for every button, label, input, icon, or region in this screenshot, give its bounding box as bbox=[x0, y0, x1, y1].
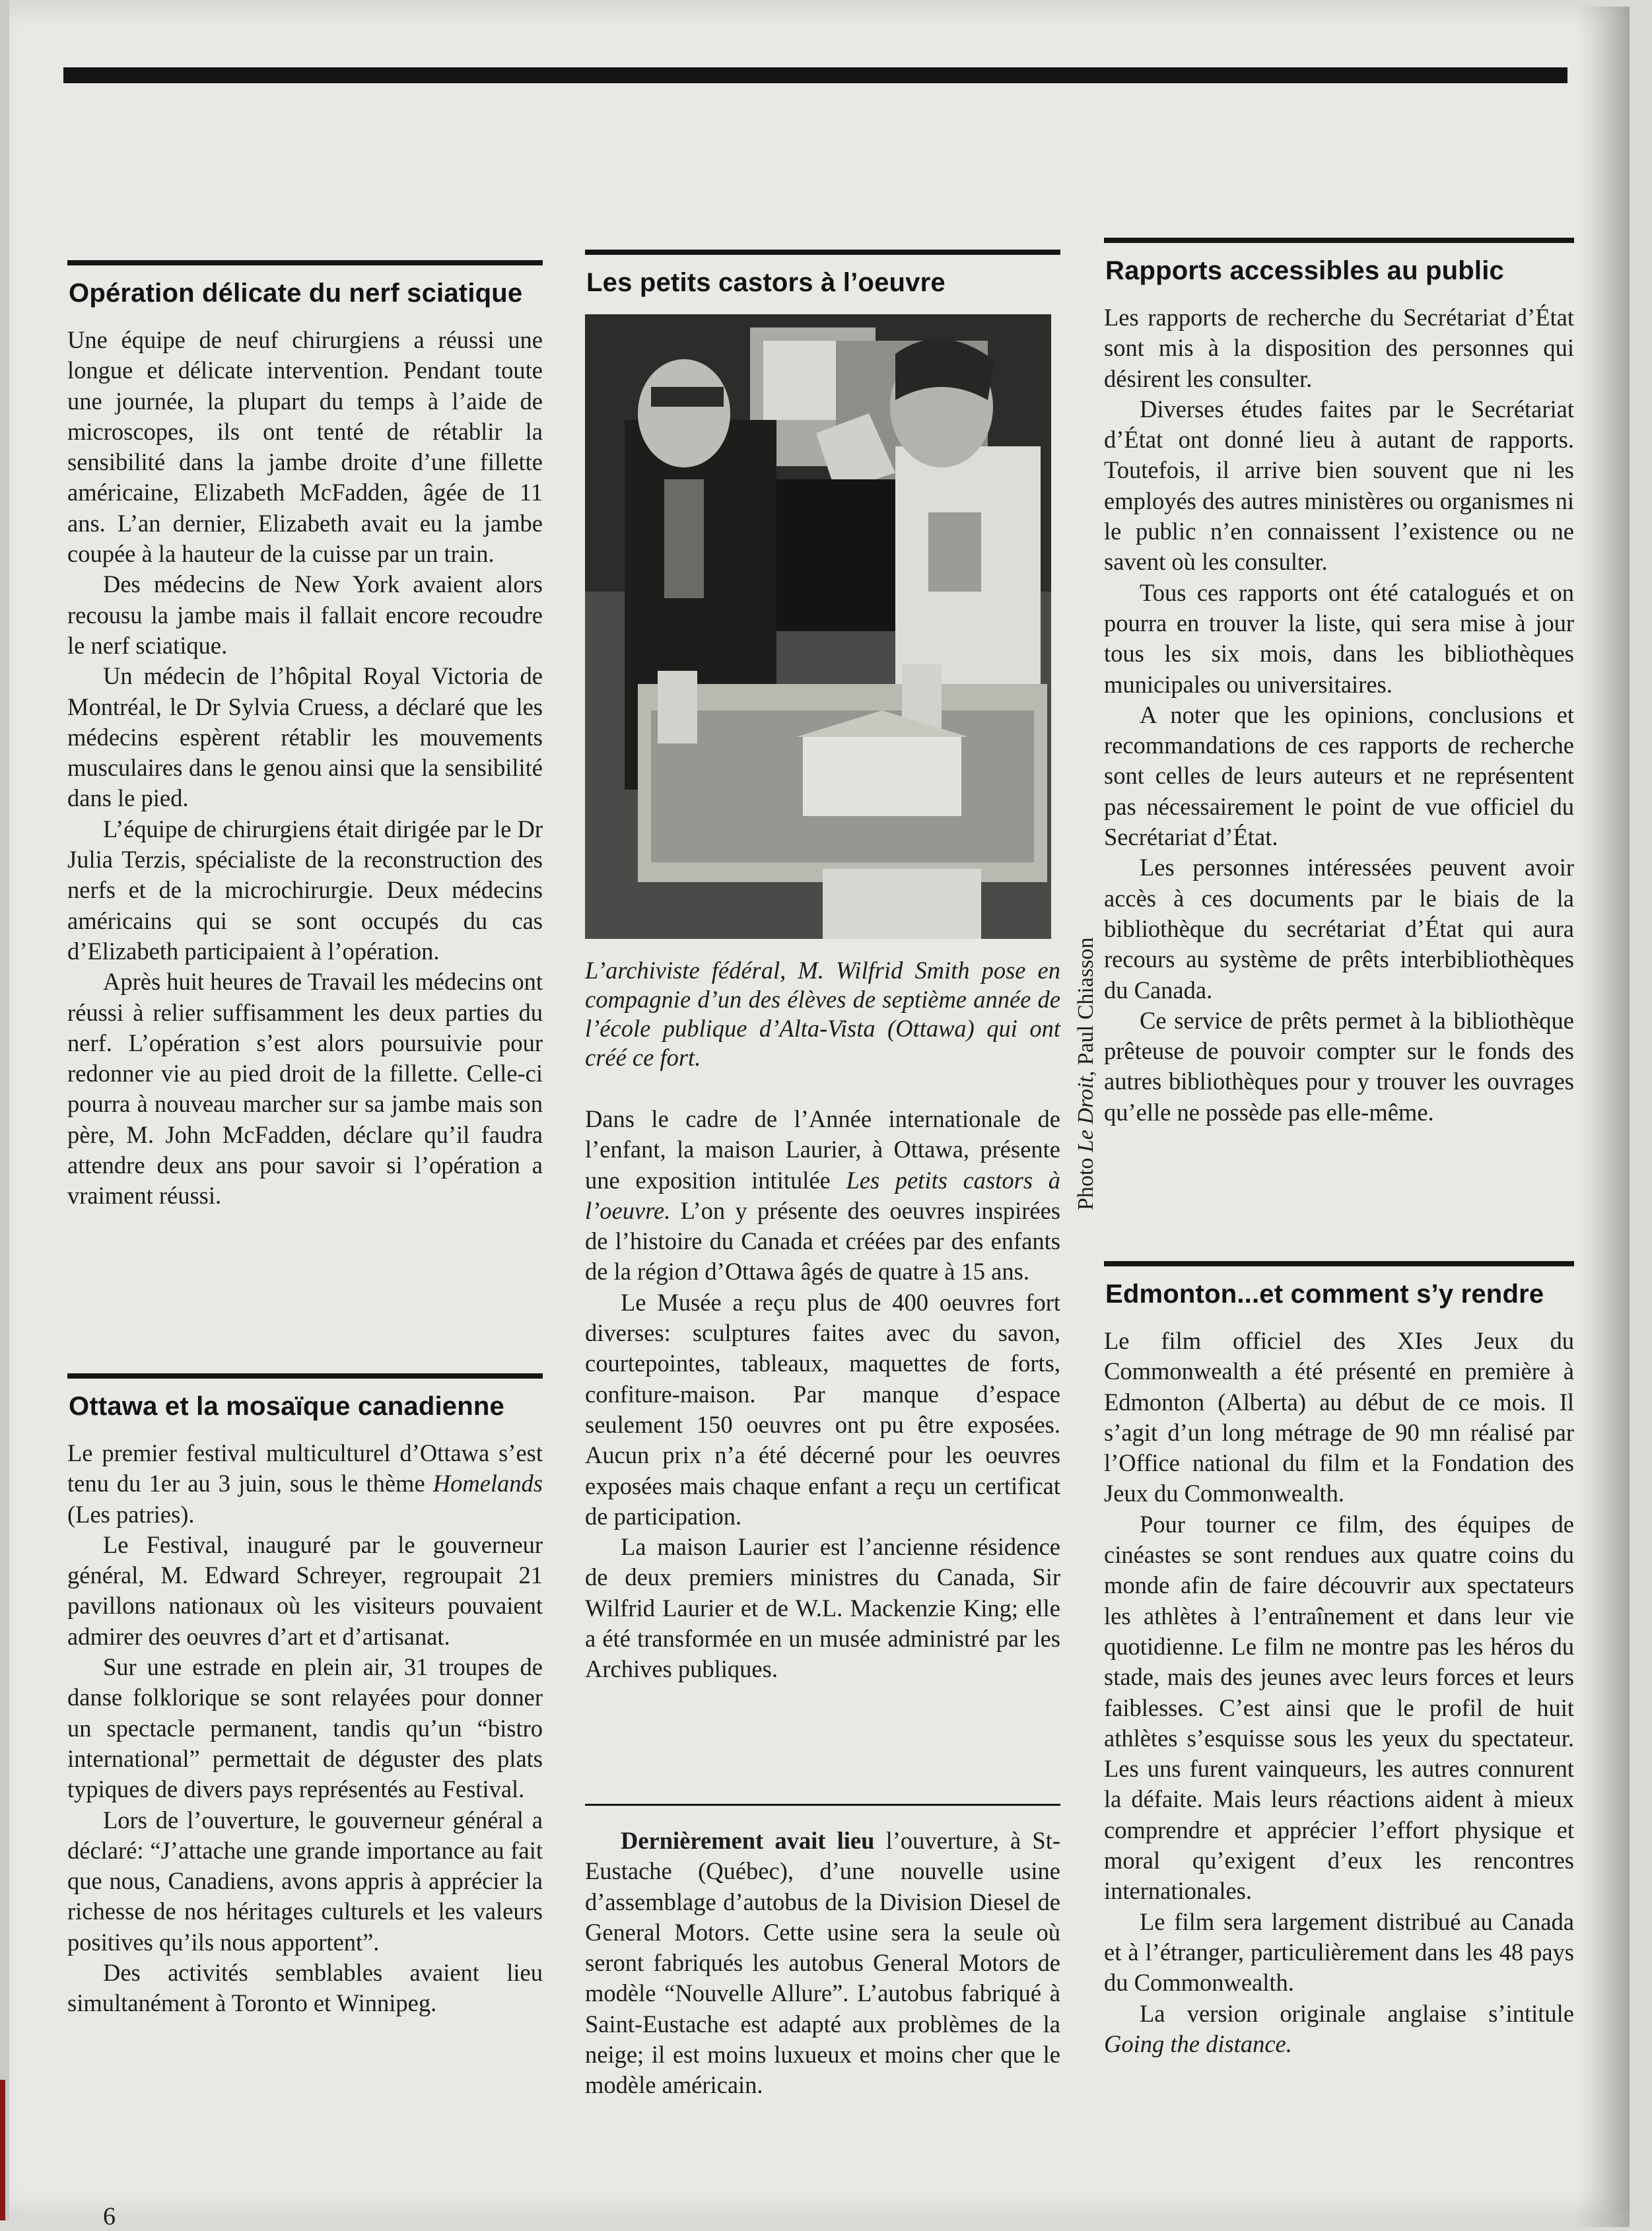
article-rule bbox=[67, 260, 543, 265]
article-autobus bbox=[585, 1804, 1060, 2101]
paragraph: La version originale anglaise s’intitule Going the distance. bbox=[1104, 1999, 1574, 2057]
paragraph: Sur une estrade en plein air, 31 troupes de danse folklorique se sont relayées pour donner un spectacle permanent, tandis qu’un “bistro international” permettait de déguster des plats typiques de divers pays représentés au Festival. bbox=[67, 1653, 543, 1803]
document-page bbox=[9, 7, 1630, 2230]
paragraph: Diverses études faites par le Secrétariat d’État ont donné lieu à autant de rapports. Toutefois, il arrive bien souvent que ni les employés des autres ministères ou organismes ni le public n’en connaissent l’existence ou ne savent où les consulter. bbox=[1104, 395, 1574, 576]
article-title: Rapports accessibles au public bbox=[1105, 256, 1504, 285]
top-rule bbox=[63, 67, 1567, 83]
paragraph: Un médecin de l’hôpital Royal Victoria de Montréal, le Dr Sylvia Cruess, a déclaré que les médecins espèrent rétablir les mouvements musculaires dans le genou ainsi que la sensibilité dans le pied. bbox=[67, 662, 543, 812]
article-body bbox=[1104, 1326, 1574, 2059]
paragraph: Dernièrement avait lieu l’ouverture, à St-Eustache (Québec), d’une nouvelle usine d’assemblage d’autobus de la Division Diesel de General Motors. Cette usine sera la seule où seront fabriqués les autobus General Motors de modèle “Nouvelle Allure”. L’autobus fabriqué à Saint-Eustache est adapté aux problèmes de la neige; il est moins luxueux et moins cher que le modèle américain. bbox=[585, 1827, 1060, 2099]
paragraph: L’équipe de chirurgiens était dirigée par le Dr Julia Terzis, spécialiste de la reconstruction des nerfs et de la microchirurgie. Deux médecins américains qui se sont occupés du cas d’Elizabeth participaient à l’opération. bbox=[67, 815, 543, 965]
article-title: Les petits castors à l’oeuvre bbox=[586, 268, 946, 297]
paragraph: La maison Laurier est l’ancienne résidence de deux premiers ministres du Canada, Sir Wilfrid Laurier et de W.L. Mackenzie King; elle a été transformée en un musée administré par les Archives publiques. bbox=[585, 1533, 1060, 1683]
paragraph: Les personnes intéressées peuvent avoir accès à ces documents par le biais de la bibliothèque du secrétariat d’État qui aura recours au système de prêts interbibliothèques du Canada. bbox=[1104, 854, 1574, 1004]
paragraph: Le premier festival multiculturel d’Ottawa s’est tenu du 1er au 3 juin, sous le thème Homelands (Les patries). bbox=[67, 1439, 543, 1528]
paragraph: Les rapports de recherche du Secrétariat d’État sont mis à la disposition des personnes qui désirent les consulter. bbox=[1104, 304, 1574, 392]
article-rapports bbox=[1104, 238, 1574, 1128]
photo-caption: L’archiviste fédéral, M. Wilfrid Smith pose en compagnie d’un des élèves de septième année de l’école publique d’Alta-Vista (Ottawa) qui ont créé ce fort. bbox=[585, 957, 1060, 1071]
page-number: 6 bbox=[103, 2203, 116, 2230]
paragraph: Tous ces rapports ont été catalogués et on pourra en trouver la liste, qui sera mise à jour tous les six mois, dans les bibliothèques municipales ou universitaires. bbox=[1104, 578, 1574, 698]
article-castors bbox=[585, 250, 1098, 1685]
article-edmonton bbox=[1104, 1261, 1574, 2059]
paragraph: Pour tourner ce film, des équipes de cinéastes se sont rendues aux quatre coins du monde afin de faire découvrir aux spectateurs les athlètes à l’entraînement et dans leur vie quotidienne. Le film ne montre pas les héros du stade, mais des jeunes avec leurs forces et leurs faiblesses. C’est ainsi que le profil de huit athlètes s’esquisse sous les yeux du spectateur. Les uns furent vainqueurs, les autres connurent la défaite. Mais leurs réactions aident à mieux comprendre et apprécier l’effort physique et moral qu’exigent d’eux les rencontres internationales. bbox=[1104, 1510, 1574, 1905]
photo-image bbox=[585, 314, 1051, 939]
article-body bbox=[585, 1104, 1060, 1685]
paragraph: Des médecins de New York avaient alors recousu la jambe mais il fallait encore recoudre le nerf sciatique. bbox=[67, 570, 543, 659]
article-sciatique bbox=[67, 260, 543, 1212]
article-rule bbox=[67, 1373, 543, 1379]
article-body bbox=[1104, 302, 1574, 1128]
article-body bbox=[585, 1826, 1060, 2101]
paragraph: Le Festival, inauguré par le gouverneur général, M. Edward Schreyer, regroupait 21 pavillons nationaux où les visiteurs pouvaient admirer des oeuvres d’art et d’artisanat. bbox=[67, 1530, 543, 1650]
article-rule bbox=[585, 250, 1060, 255]
paragraph: Après huit heures de Travail les médecins ont réussi à relier suffisamment les deux parties du nerf. L’opération s’est alors poursuivie pour redonner vie au pied droit de la fillette. Celle-ci pourra à nouveau marcher sur sa jambe mais son père, M. John McFadden, déclare qu’il faudra attendre deux ans pour savoir si l’opération a vraiment réussi. bbox=[67, 968, 543, 1210]
article-mosaique bbox=[67, 1373, 543, 2019]
article-title: Ottawa et la mosaïque canadienne bbox=[69, 1392, 504, 1421]
photo-credit: Photo Le Droit, Paul Chiasson bbox=[1074, 937, 1098, 1210]
paragraph: Lors de l’ouverture, le gouverneur général a déclaré: “J’attache une grande importance au fait que nous, Canadiens, avons appris à apprécier la richesse de nos héritages culturels et les valeurs positives qu’ils nous apportent”. bbox=[67, 1806, 543, 1956]
article-rule bbox=[1104, 1261, 1574, 1266]
paragraph: Le film sera largement distribué au Canada et à l’étranger, particulièrement dans les 48 pays du Commonwealth. bbox=[1104, 1907, 1574, 1997]
paragraph: A noter que les opinions, conclusions et recommandations de ces rapports de recherche sont celles de leurs auteurs et ne représentent pas nécessairement le point de vue officiel du Secrétariat d’État. bbox=[1104, 701, 1574, 851]
page-fold-shadow bbox=[1577, 7, 1630, 2227]
paragraph: Des activités semblables avaient lieu simultanément à Toronto et Winnipeg. bbox=[67, 1959, 543, 2017]
paragraph: Ce service de prêts permet à la bibliothèque prêteuse de pouvoir compter sur le fonds des autres bibliothèques pour y trouver les ouvrages qu’elle ne possède pas elle-même. bbox=[1104, 1006, 1574, 1126]
article-rule bbox=[1104, 238, 1574, 243]
article-body bbox=[67, 325, 543, 1212]
paragraph: Dans le cadre de l’Année internationale de l’enfant, la maison Laurier, à Ottawa, présente une exposition intitulée Les petits castors à l’oeuvre. L’on y présente des oeuvres inspirées de l’histoire du Canada et créées par des enfants de la région d’Ottawa âgés de quatre à 15 ans. bbox=[585, 1105, 1060, 1286]
article-rule bbox=[585, 1804, 1060, 1806]
paragraph: Le film officiel des XIes Jeux du Commonwealth a été présenté en première à Edmonton (Alberta) au début de ce mois. Il s’agit d’un long métrage de 90 mn réalisé par l’Office national du film et la Fondation des Jeux du Commonwealth. bbox=[1104, 1327, 1574, 1507]
paragraph: Le Musée a reçu plus de 400 oeuvres fort diverses: sculptures faites avec du savon, courtepointes, tableaux, maquettes de forts, confiture-maison. Par manque d’espace seulement 150 oeuvres ont pu être exposées. Aucun prix n’a été décerné pour les oeuvres exposées mais chaque enfant a reçu un certificat de participation. bbox=[585, 1288, 1060, 1530]
article-title: Opération délicate du nerf sciatique bbox=[69, 279, 523, 308]
photo-archiviste bbox=[585, 314, 1051, 939]
article-body bbox=[67, 1438, 543, 2019]
article-title: Edmonton...et comment s’y rendre bbox=[1105, 1280, 1544, 1309]
paragraph: Une équipe de neuf chirurgiens a réussi une longue et délicate intervention. Pendant toute une journée, la plupart du temps à l’aide de microscopes, ils ont tenté de rétablir la sensibilité dans la jambe droite d’une fillette américaine, Elizabeth McFadden, âgée de 11 ans. L’an dernier, Elizabeth avait eu la jambe coupée à la hauteur de la cuisse par un train. bbox=[67, 326, 543, 568]
cover-edge bbox=[0, 2080, 5, 2220]
page-left-edge bbox=[0, 0, 9, 2220]
